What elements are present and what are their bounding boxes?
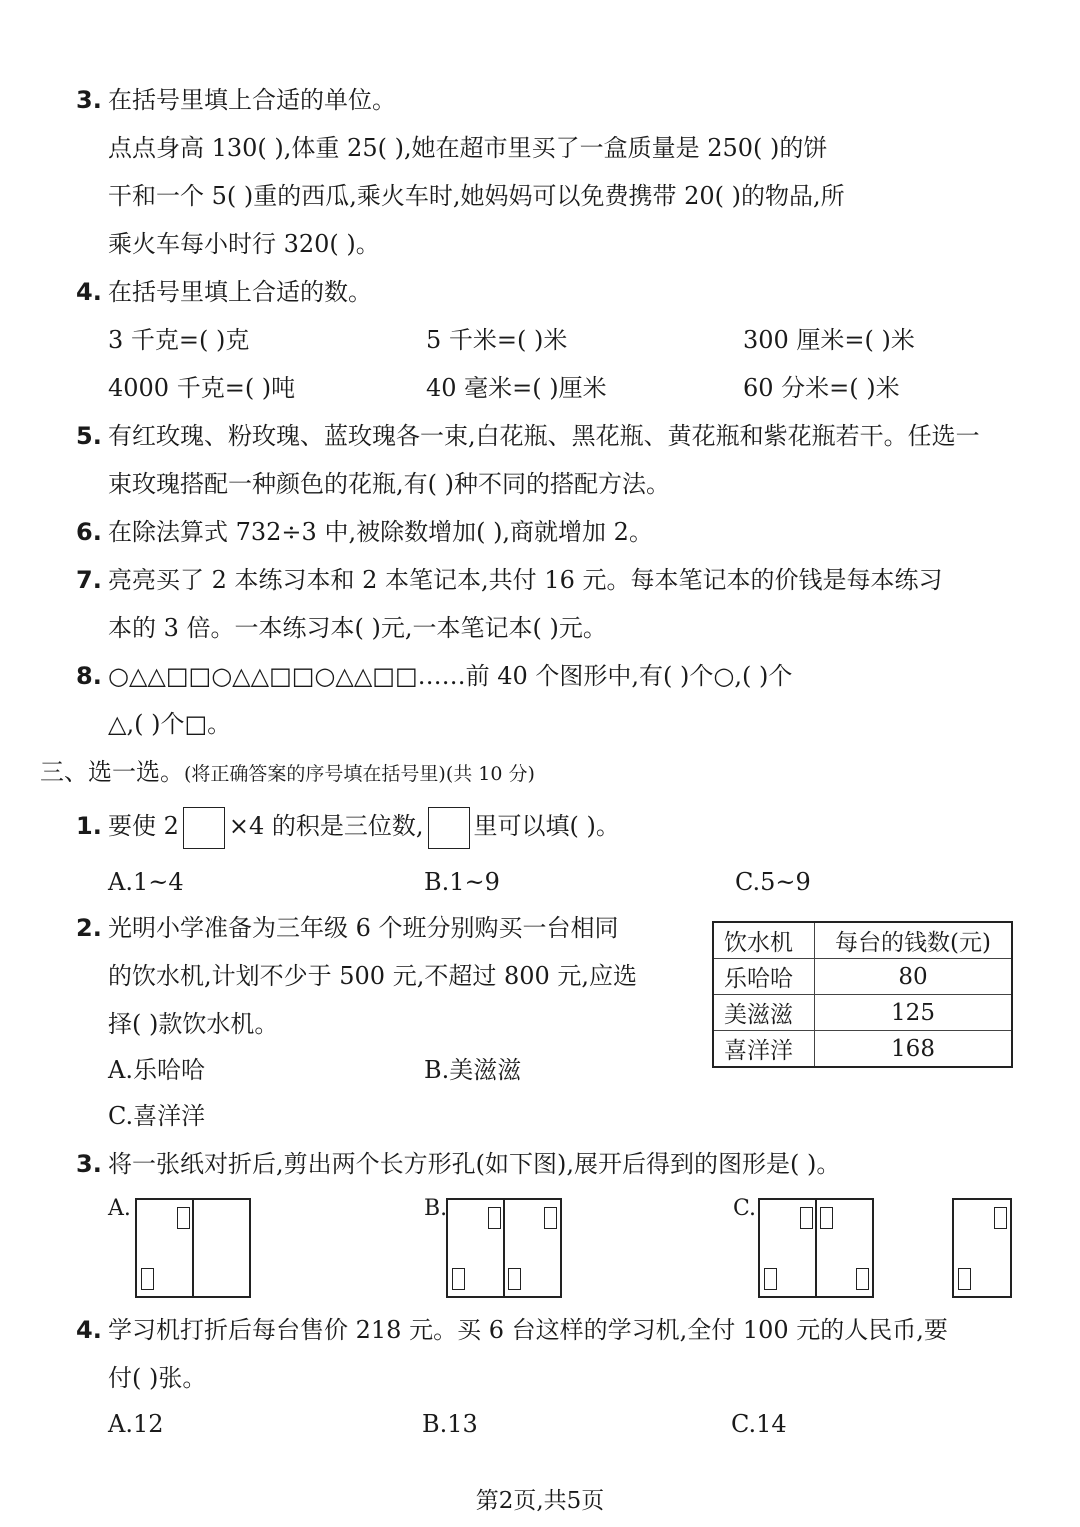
section-note: (将正确答案的序号填在括号里)(共 10 分) [184,763,535,785]
question-text: 有红玫瑰、粉玫瑰、蓝玫瑰各一束,白花瓶、黑花瓶、黄花瓶和紫花瓶若干。任选一 [108,422,980,450]
hole [958,1268,971,1290]
option-c-label: C. [733,1196,757,1221]
blank-box [183,807,225,849]
hole [800,1207,813,1229]
question-text: ○△△□□○△△□□○△△□□……前 40 个图形中,有( )个○,( )个 [108,662,793,690]
table-cell-price: 80 [815,959,1013,995]
question-text: 择( )款饮水机。 [108,1010,279,1038]
question-number: 4. [76,278,102,306]
figure-option-a [135,1198,251,1298]
conversion-item: 4000 千克=( )吨 [108,374,296,402]
question-title: 在括号里填上合适的数。 [108,278,372,306]
question-text: 的饮水机,计划不少于 500 元,不超过 800 元,应选 [108,962,638,990]
table-cell-name: 乐哈哈 [713,959,815,995]
hole [141,1268,154,1290]
folded-paper-figure [952,1198,1012,1298]
table-header-row [713,922,1012,959]
option-a: A.12 [108,1410,164,1438]
question-text: 束玫瑰搭配一种颜色的花瓶,有( )种不同的搭配方法。 [108,470,670,498]
table-row [713,995,1012,1031]
table-header-cell: 每台的钱数(元) [815,922,1013,959]
question-text: 学习机打折后每台售价 218 元。买 6 台这样的学习机,全付 100 元的人民币,要 [108,1316,948,1344]
conversion-item: 5 千米=( )米 [426,326,568,354]
question-text: 在除法算式 732÷3 中,被除数增加( ),商就增加 2。 [108,518,653,546]
question-number: 8. [76,662,102,690]
conversion-item: 300 厘米=( )米 [743,326,915,354]
figure-option-b [446,1198,562,1298]
section-title: 三、选一选。 [40,758,184,786]
option-a: A.1~4 [108,868,184,896]
option-c: C.14 [731,1410,787,1438]
option-c: C.5~9 [735,868,811,896]
conversion-item: 3 千克=( )克 [108,326,250,354]
table-cell-price: 125 [815,995,1013,1031]
fold-line [815,1200,817,1296]
question-text: 亮亮买了 2 本练习本和 2 本笔记本,共付 16 元。每本笔记本的价钱是每本练习 [108,566,943,594]
question-text: △,( )个□。 [108,710,232,738]
hole [488,1207,501,1229]
question-number: 5. [76,422,102,450]
hole [508,1268,521,1290]
option-a: A.乐哈哈 [108,1056,205,1084]
question-number: 4. [76,1316,102,1344]
fold-line [192,1200,194,1296]
option-b-label: B. [424,1196,448,1221]
table-row [713,1031,1012,1068]
text-part: 要使 2 [108,812,179,840]
text-part: 里可以填( )。 [473,812,620,840]
option-b: B.13 [422,1410,478,1438]
hole [994,1207,1007,1229]
question-number: 3. [76,1150,102,1178]
question-title: 在括号里填上合适的单位。 [108,86,396,114]
question-text: 干和一个 5( )重的西瓜,乘火车时,她妈妈可以免费携带 20( )的物品,所 [108,182,845,210]
figure-option-c [758,1198,874,1298]
hole [544,1207,557,1229]
conversion-item: 60 分米=( )米 [743,374,900,402]
fold-line [503,1200,505,1296]
question-text: 将一张纸对折后,剪出两个长方形孔(如下图),展开后得到的图形是( )。 [108,1150,841,1178]
question-text: 光明小学准备为三年级 6 个班分别购买一台相同 [108,914,619,942]
table-cell-name: 喜洋洋 [713,1031,815,1068]
option-a-label: A. [108,1196,131,1221]
hole [177,1207,190,1229]
question-number: 7. [76,566,102,594]
question-text [108,806,620,849]
text-part: ×4 的积是三位数, [228,812,424,840]
table-header-cell: 饮水机 [713,922,815,959]
question-text: 乘火车每小时行 320( )。 [108,230,380,258]
conversion-item: 40 毫米=( )厘米 [426,374,607,402]
section-heading [40,756,535,790]
question-text: 付( )张。 [108,1364,207,1392]
question-number: 6. [76,518,102,546]
question-number: 2. [76,914,102,942]
question-number: 1. [76,812,102,840]
table-cell-name: 美滋滋 [713,995,815,1031]
hole [452,1268,465,1290]
hole [856,1268,869,1290]
blank-box [428,807,470,849]
question-text: 本的 3 倍。一本练习本( )元,一本笔记本( )元。 [108,614,607,642]
hole [764,1268,777,1290]
price-table [712,921,1013,1068]
question-text: 点点身高 130( ),体重 25( ),她在超市里买了一盒质量是 250( )的饼 [108,134,828,162]
hole [820,1207,833,1229]
option-b: B.1~9 [424,868,500,896]
option-c: C.喜洋洋 [108,1102,206,1130]
option-b: B.美滋滋 [424,1056,522,1084]
table-row [713,959,1012,995]
question-number: 3. [76,86,102,114]
table-cell-price: 168 [815,1031,1013,1068]
page-footer: 第2页,共5页 [475,1488,605,1514]
